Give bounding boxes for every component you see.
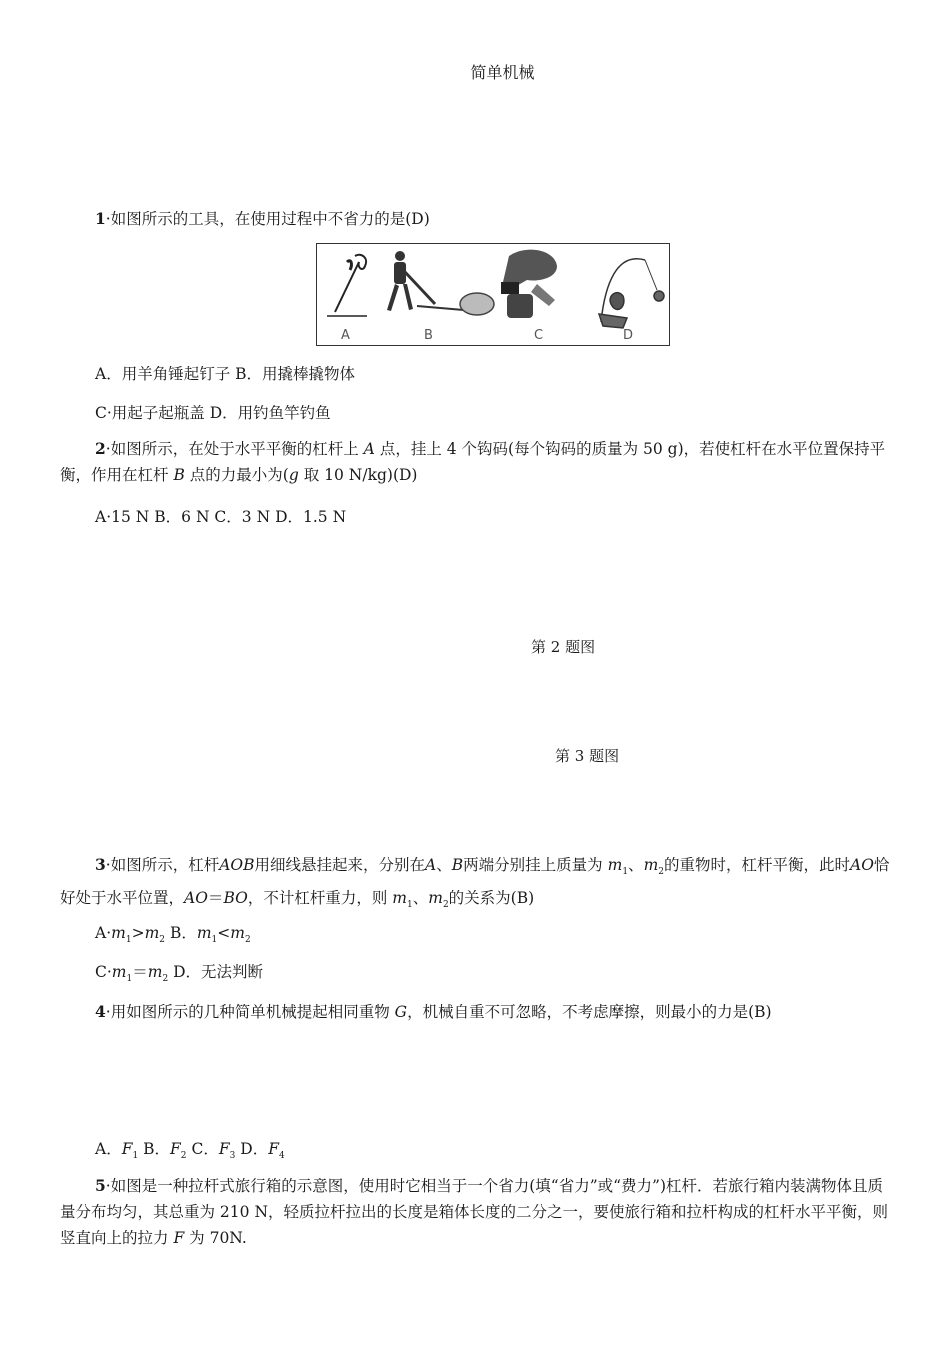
- question-1-options-line1: A．用羊角锤起钉子 B．用撬棒撬物体: [95, 365, 356, 383]
- question-4-stem: 4·用如图所示的几种简单机械提起相同重物 G，机械自重不可忽略，不考虑摩擦，则最小的力是(B): [95, 1002, 772, 1021]
- tools-illustration: [317, 244, 669, 345]
- question-1-stem: 1·如图所示的工具，在使用过程中不省力的是(D): [95, 209, 430, 228]
- figure-3-caption: 第 3 题图: [555, 747, 620, 765]
- question-number: 2: [95, 439, 106, 458]
- figure-2-caption: 第 2 题图: [531, 638, 596, 656]
- question-number: 3: [95, 855, 106, 874]
- figure-label-c: C: [534, 328, 544, 343]
- question-number: 5: [95, 1176, 106, 1195]
- question-3-stem: 3·如图所示，杠杆AOB用细线悬挂起来，分别在A、B两端分别挂上质量为 $m_1$、$m_2$的重物时，杠杆平衡，此时AO恰好处于水平位置，AO＝BO，不计杠杆重力，则 $m_1$、$m_2$的关系为(B): [60, 855, 890, 910]
- page-title: 简单机械: [470, 63, 535, 82]
- claw-hammer-icon: [327, 255, 367, 316]
- question-number: 4: [95, 1002, 106, 1021]
- question-2-stem: 2·如图所示，在处于水平平衡的杠杆上 A 点，挂上 4 个钩码(每个钩码的质量为 50 g)，若使杠杆在水平位置保持平衡，作用在杠杆 B 点的力最小为(g 取 10 N/kg)(D): [60, 439, 886, 484]
- figure-label-b: B: [424, 328, 433, 343]
- bottle-opener-icon: [501, 250, 557, 318]
- question-1-options-line2: C·用起子起瓶盖 D．用钓鱼竿钓鱼: [95, 404, 331, 422]
- question-3-options-line2: $C\cdot m_1=m_2$ D．无法判断: [95, 963, 264, 984]
- question-number: 1: [95, 209, 106, 228]
- figure-label-d: D: [623, 328, 634, 343]
- question-3-options-line1: $A\cdot m_1>m_2$ B．$m_1<m_2$: [95, 924, 251, 945]
- crowbar-person-icon: [387, 251, 494, 315]
- question-5-stem: 5·如图是一种拉杆式旅行箱的示意图，使用时它相当于一个省力(填“省力”或“费力”)杠杆．若旅行箱内装满物体且质量分布均匀，其总重为 210 N，轻质拉杆拉出的长度是箱体长度的二分之一，要使旅行箱和拉杆构成的杠杆水平平衡，则竖直向上的拉力 F 为 70N.: [60, 1176, 889, 1247]
- question-2-options: A·15 N B．6 N C．3 N D．1.5 N: [95, 508, 347, 526]
- question-4-options: A．$F_1$ B．$F_2$ C．$F_3$ D．$F_4$: [95, 1140, 285, 1161]
- figure-label-a: A: [341, 328, 350, 343]
- fishing-rod-icon: [599, 259, 664, 328]
- question-1-figure: [316, 243, 670, 346]
